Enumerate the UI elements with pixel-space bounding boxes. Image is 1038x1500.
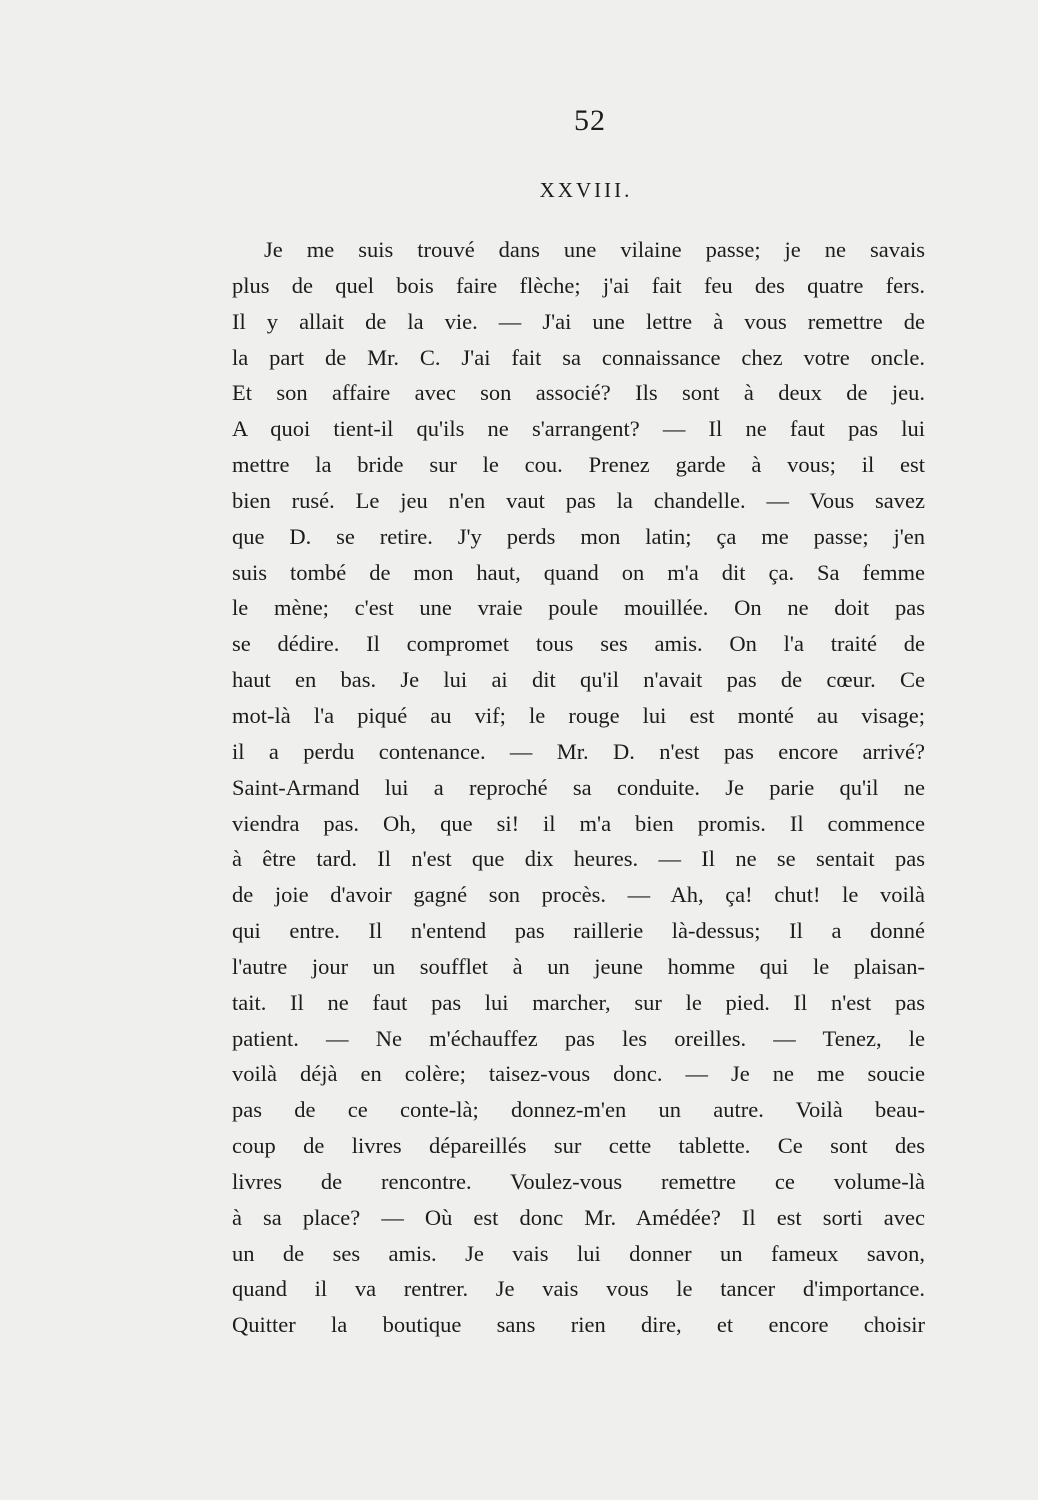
- text-line: quand il va rentrer. Je vais vous le tancer d'importance.: [232, 1276, 925, 1302]
- text-line: patient. — Ne m'échauffez pas les oreilles. — Tenez, le: [232, 1025, 925, 1051]
- text-line: à sa place? — Où est donc Mr. Amédée? Il est sorti avec: [232, 1204, 925, 1230]
- text-line: voilà déjà en colère; taisez-vous donc. — Je ne me soucie: [232, 1061, 925, 1087]
- text-line: haut en bas. Je lui ai dit qu'il n'avait pas de cœur. Ce: [232, 667, 925, 693]
- text-line: Saint-Armand lui a reproché sa conduite. Je parie qu'il ne: [232, 774, 925, 800]
- text-line: un de ses amis. Je vais lui donner un fameux savon,: [232, 1240, 925, 1266]
- page-number: 52: [574, 104, 606, 137]
- text-line: se dédire. Il compromet tous ses amis. On l'a traité de: [232, 631, 925, 657]
- text-line: plus de quel bois faire flèche; j'ai fait feu des quatre fers.: [232, 272, 925, 298]
- text-line: Je me suis trouvé dans une vilaine passe; je ne savais: [264, 237, 925, 262]
- text-line: la part de Mr. C. J'ai fait sa connaissance chez votre oncle.: [232, 344, 925, 370]
- text-line: A quoi tient-il qu'ils ne s'arrangent? — Il ne faut pas lui: [232, 416, 925, 442]
- body-text: [232, 232, 925, 1343]
- text-line: mettre la bride sur le cou. Prenez garde à vous; il est: [232, 452, 925, 478]
- text-line: Il y allait de la vie. — J'ai une lettre à vous remettre de: [232, 308, 925, 334]
- text-line: Et son affaire avec son associé? Ils sont à deux de jeu.: [232, 380, 925, 406]
- text-line: livres de rencontre. Voulez-vous remettre ce volume-là: [232, 1168, 925, 1194]
- text-line: pas de ce conte-là; donnez-m'en un autre. Voilà beau-: [232, 1097, 925, 1123]
- text-line: à être tard. Il n'est que dix heures. — Il ne se sentait pas: [232, 846, 925, 872]
- text-line: viendra pas. Oh, que si! il m'a bien promis. Il commence: [232, 810, 925, 836]
- text-line: suis tombé de mon haut, quand on m'a dit ça. Sa femme: [232, 559, 925, 585]
- text-line: qui entre. Il n'entend pas raillerie là-dessus; Il a donné: [232, 918, 925, 944]
- text-line: le mène; c'est une vraie poule mouillée. On ne doit pas: [232, 595, 925, 621]
- text-line: bien rusé. Le jeu n'en vaut pas la chandelle. — Vous savez: [232, 487, 925, 513]
- text-line: coup de livres dépareillés sur cette tablette. Ce sont des: [232, 1133, 925, 1159]
- text-line: que D. se retire. J'y perds mon latin; ça me passe; j'en: [232, 523, 925, 549]
- text-line: mot-là l'a piqué au vif; le rouge lui est monté au visage;: [232, 702, 925, 728]
- text-line: l'autre jour un soufflet à un jeune homme qui le plaisan-: [232, 953, 925, 979]
- text-line: tait. Il ne faut pas lui marcher, sur le pied. Il n'est pas: [232, 989, 925, 1015]
- section-heading: XXVIII.: [539, 178, 633, 202]
- text-line: il a perdu contenance. — Mr. D. n'est pas encore arrivé?: [232, 738, 925, 764]
- text-line: Quitter la boutique sans rien dire, et encore choisir: [232, 1312, 925, 1338]
- text-line: de joie d'avoir gagné son procès. — Ah, ça! chut! le voilà: [232, 882, 925, 908]
